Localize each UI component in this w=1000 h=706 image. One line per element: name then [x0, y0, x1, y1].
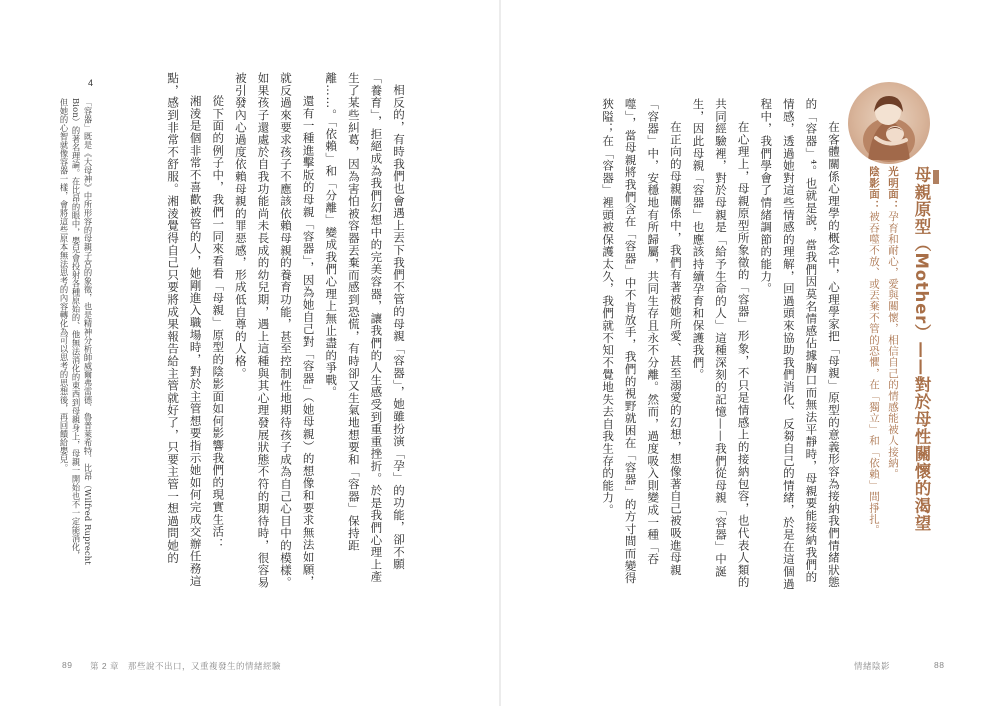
page-right	[500, 0, 1000, 706]
page-number: 89	[62, 660, 73, 670]
title-accent-bar	[933, 170, 939, 184]
footnote-number: 4	[88, 78, 94, 88]
shadow-side-line	[866, 166, 882, 536]
paragraph: 在客體關係心理學的概念中，心理學家把「母親」原型的意義形容為接納我們情緒狀態的「容器」⁴。也就是說，當我們因莫名情感佔據胸口而無法平靜時，母親要能接納我們的情感，透過她對這些情感的理解，回過頭來協助我們消化、反芻自己的情緒，於是在這個過程中，我們學會了情緒調節的能力。	[759, 98, 841, 590]
paragraph: 在正向的母親關係中，我們有著被她所愛、甚至溺愛的幻想，想像著自己被吸進母親「容器」中，安穩地有所歸屬，共同生存且永不分離。然而，過度吸入則變成一種「吞噬」，當母親將我們含在「容器」中不肯放手，我們的視野就困在「容器」的方寸間而變得狹隘；在「容器」裡頭被保護太久，我們就不知不覺地失去自我生存的能力。	[601, 98, 683, 585]
shadow-side-text: 被吞噬不放、或丟棄不管的恐懼，在「獨立」和「依賴」間掙扎。	[868, 210, 880, 536]
paragraph: 相反的，有時我們也會遇上丟下我們不管的母親「容器」，她雖扮演「孕」的功能，卻不願「養育」，拒絕成為我們幻想中的完美容器，讓我們的人生感受到重重挫折。於是我們心理上產生了某些糾葛，因為害怕被容器丟棄而感到恐慌，有時卻又生氣地想要和「容器」保持距離……。「依賴」和「分離」變成我們心理上無止盡的爭戰。	[324, 72, 406, 583]
mother-and-child-illustration-icon	[848, 82, 930, 164]
paragraph: 還有一種進擊版的母親「容器」，因為她自己對「容器」（她母親）的想像和要求無法如願，就反過來要求孩子不應該依賴母親的養育功能，甚至控制性地期待孩子成為自己心目中的模樣。如果孩子還處於自我功能尚未長成的幼兒期，遇上這種與其心理發展狀態不符的期待時，很容易被引發內心過度依賴母親的罪惡感，形成低自尊的人格。	[233, 72, 316, 589]
paragraph: 從下面的例子中，我們一同來看看「母親」原型的陰影面如何影響我們的現實生活：	[211, 95, 226, 551]
right-body-text	[596, 98, 845, 592]
running-head: 第 2 章 那些說不出口，又重複發生的情緒經驗	[90, 661, 281, 671]
footnote	[58, 98, 94, 568]
footnote-text: 「容器」既是《大母神》中所形容的母親子宮的象徵，也是精神分析師威爾弗雷德．魯普萊希特．比昂（Wilfred Ruprecht Bion）的著名理論。在比昂的眼中，嬰兒會投射各種原始的、他無法消化的東西到母親身上，母親一開始也不一定能消化，但她的心智就像容器一樣，會將這些原本無法思考的內容轉化為可以思考的思想後，再回饋給嬰兒。	[59, 98, 93, 565]
light-side-line	[885, 166, 901, 480]
light-side-text: 孕育和耐心，愛與關懷，相信自己的情感能被人接納。	[887, 210, 899, 480]
section-title: 母親原型（Mother）——對於母性關懷的渴望	[912, 166, 931, 532]
paragraph: 湘淩是個非常不喜歡被管的人，她剛進入職場時，對於主管想要指示她如何完成交辦任務這點，感到非常不舒服。湘淩覺得自己只要將成果報告給主管就好了，只要主管一想過問她的	[166, 72, 203, 587]
page-number: 88	[934, 660, 945, 670]
left-body-text	[161, 72, 410, 592]
paragraph: 在心理上，母親原型所象徵的「容器」形象，不只是情感上的接納包容，也代表人類的共同經驗裡，對於母親是「給予生命的人」這種深刻的記憶——我們從母親「容器」中誕生，因此母親「容器」也應該持續孕育和保護我們。	[691, 98, 751, 589]
running-head: 情緒陰影	[854, 661, 891, 671]
shadow-side-label: 陰影面：	[868, 166, 880, 211]
light-side-label: 光明面：	[887, 166, 899, 211]
